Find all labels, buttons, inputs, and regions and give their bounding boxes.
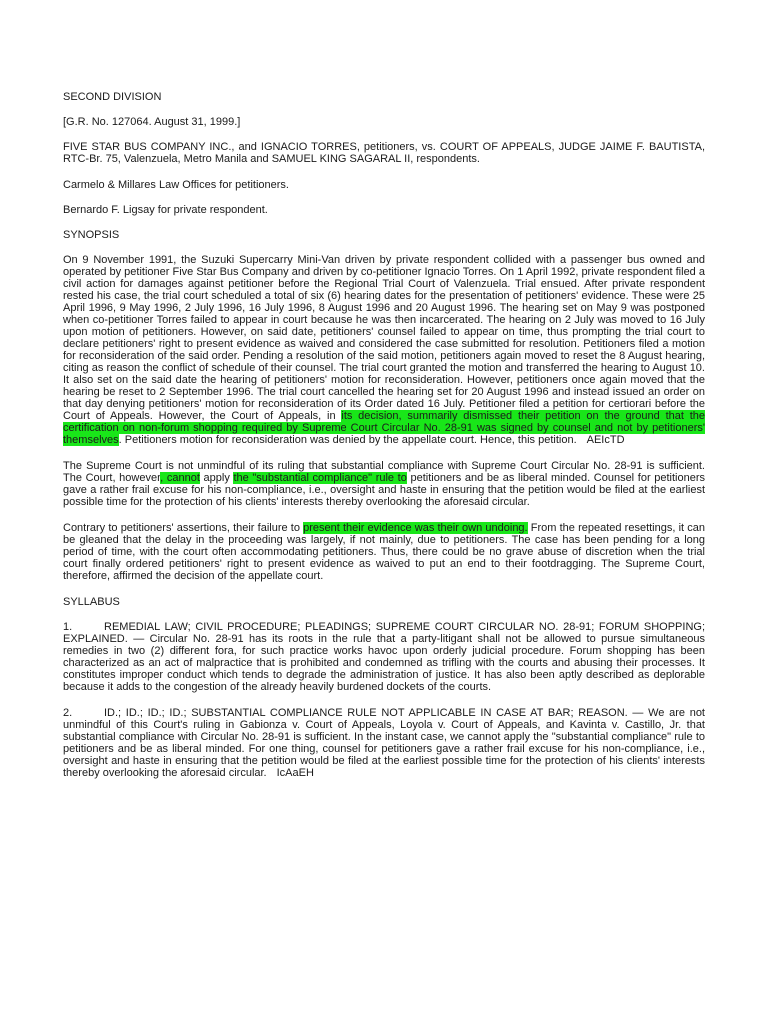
syllabus-item-1 xyxy=(63,621,705,693)
counsel-respondent: Bernardo F. Ligsay for private respondent. xyxy=(63,204,268,216)
synopsis-p1-text-a: On 9 November 1991, the Suzuki Supercarry Mini-Van driven by private respondent collided with a passenger bus owned and operated by petitioner Five Star Bus Company and driven by co-petitioner Ignacio Torres. On 1 April 1992, private respondent filed a civil action for damages against petitioner before the Regional Trial Court of Valenzuela. Trial ensued. After private respondent rested his case, the trial court scheduled a total of six (6) hearing dates for the presentation of petitioners' evidence. These were 25 April 1996, 9 May 1996, 2 July 1996, 16 July 1996, 8 August 1996 and 20 August 1996. The hearing set on May 9 was postponed when co-petitioner Torres failed to appear in court because he was then incarcerated. The hearing on 2 July was moved to 16 July upon motion of petitioners. However, on said date, petitioners' counsel failed to appear on time, thus prompting the trial court to declare petitioners' right to present evidence as waived and considered the case submitted for resolution. Petitioners filed a motion for reconsideration of the said order. Pending a resolution of the said motion, petitioners again moved to reset the 8 August hearing, citing as reason the conflict of schedule of their counsel. The trial court granted the motion and transferred the hearing to August 10. It also set on the said date the hearing of petitioners' motion for reconsideration. However, petitioners once again moved that the hearing be reset to 2 September 1996. The trial court cancelled the hearing set for 20 August 1996 and instead issued an order on that day denying petitioners' motion for reconsideration of its Order dated 16 July. Petitioner filed a petition for certiorari before the Court of Appeals. However, the Court of Appeals, in xyxy=(63,254,705,422)
syllabus-item-text: REMEDIAL LAW; CIVIL PROCEDURE; PLEADINGS; SUPREME COURT CIRCULAR NO. 28-91; FORUM SHOPPING; EXPLAINED. — Circular No. 28-91 has its roots in the rule that a party-litigant shall not be allowed to pursue simultaneous remedies in two (2) different fora, for such practice works havoc upon orderly judicial procedure. Forum shopping has been characterized as an act of malpractice that is prohibited and condemned as trifling with the courts and abusing their processes. It constitutes improper conduct which tends to degrade the administration of justice. It has also been aptly described as deplorable because it adds to the congestion of the already heavily burdened dockets of the courts. xyxy=(63,621,705,693)
highlighted-text: the "substantial compliance" rule to xyxy=(233,472,407,484)
synopsis-p3-text-a: Contrary to petitioners' assertions, their failure to xyxy=(63,522,304,534)
document-code: AEIcTD xyxy=(586,434,625,446)
highlighted-text: its decision, summarily dismissed their petition on the ground that the certification on non-forum shopping required by Supreme Court Circular No. 28-91 was signed by counsel and not by petitioners' themselves xyxy=(63,410,705,446)
syllabus-item-number: 2. xyxy=(63,707,73,719)
document-code: IcAaEH xyxy=(276,767,314,779)
syllabus-heading: SYLLABUS xyxy=(63,596,120,608)
counsel-petitioners: Carmelo & Millares Law Offices for petitioners. xyxy=(63,179,289,191)
synopsis-heading: SYNOPSIS xyxy=(63,229,120,241)
highlighted-text: , cannot xyxy=(160,472,200,484)
division-heading: SECOND DIVISION xyxy=(63,91,162,103)
document-page xyxy=(63,91,705,793)
synopsis-p3-text-b: From the repeated resettings, it can be gleaned that the delay in the proceeding was largely, if not mainly, due to petitioners. The case has been pending for a long period of time, with the court often accommodating petitioners. Thus, there could be no grave abuse of discretion when the trial court finally ordered petitioners' right to present evidence as waived to put an end to their footdragging. The Supreme Court, therefore, affirmed the decision of the appellate court. xyxy=(63,522,705,582)
synopsis-p2-text-b: apply xyxy=(199,472,234,484)
syllabus-item-2 xyxy=(63,707,705,779)
case-parties: FIVE STAR BUS COMPANY INC., and IGNACIO TORRES, petitioners, vs. COURT OF APPEALS, JUDGE JAIME F. BAUTISTA, RTC-Br. 75, Valenzuela, Metro Manila and SAMUEL KING SAGARAL II, respondents. xyxy=(63,141,705,165)
syllabus-item-text: ID.; ID.; ID.; ID.; SUBSTANTIAL COMPLIANCE RULE NOT APPLICABLE IN CASE AT BAR; REASON. — We are not unmindful of this Court's ruling in Gabionza v. Court of Appeals, Loyola v. Court of Appeals, and Kavinta v. Castillo, Jr. that substantial compliance with Circular No. 28-91 is sufficient. In the instant case, we cannot apply the "substantial compliance" rule to petitioners and be as liberal minded. For one thing, counsel for petitioners gave a rather frail excuse for his non-compliance, i.e., oversight and haste in ensuring that the petition would be filed at the earliest possible time for the protection of his clients' interests thereby overlooking the aforesaid circular. xyxy=(63,707,705,779)
synopsis-paragraph-1 xyxy=(63,254,705,446)
synopsis-p1-text-b: . Petitioners motion for reconsideration was denied by the appellate court. Hence, this petition. xyxy=(118,434,577,446)
synopsis-p2-text-a: The Supreme Court is not unmindful of its ruling that substantial compliance with Supreme Court Circular No. 28-91 is sufficient. The Court, however xyxy=(63,460,705,484)
synopsis-paragraph-3 xyxy=(63,522,705,582)
synopsis-p2-text-c: petitioners and be as liberal minded. Counsel for petitioners gave a rather frail excuse for his non-compliance, i.e., oversight and haste in ensuring that the petition would be filed at the earliest possible time for the protection of his clients' interests thereby overlooking the aforesaid circular. xyxy=(63,472,705,508)
case-number: [G.R. No. 127064. August 31, 1999.] xyxy=(63,116,241,128)
highlighted-text: present their evidence was their own undoing. xyxy=(303,522,528,534)
syllabus-item-number: 1. xyxy=(63,621,73,633)
synopsis-paragraph-2 xyxy=(63,460,705,508)
